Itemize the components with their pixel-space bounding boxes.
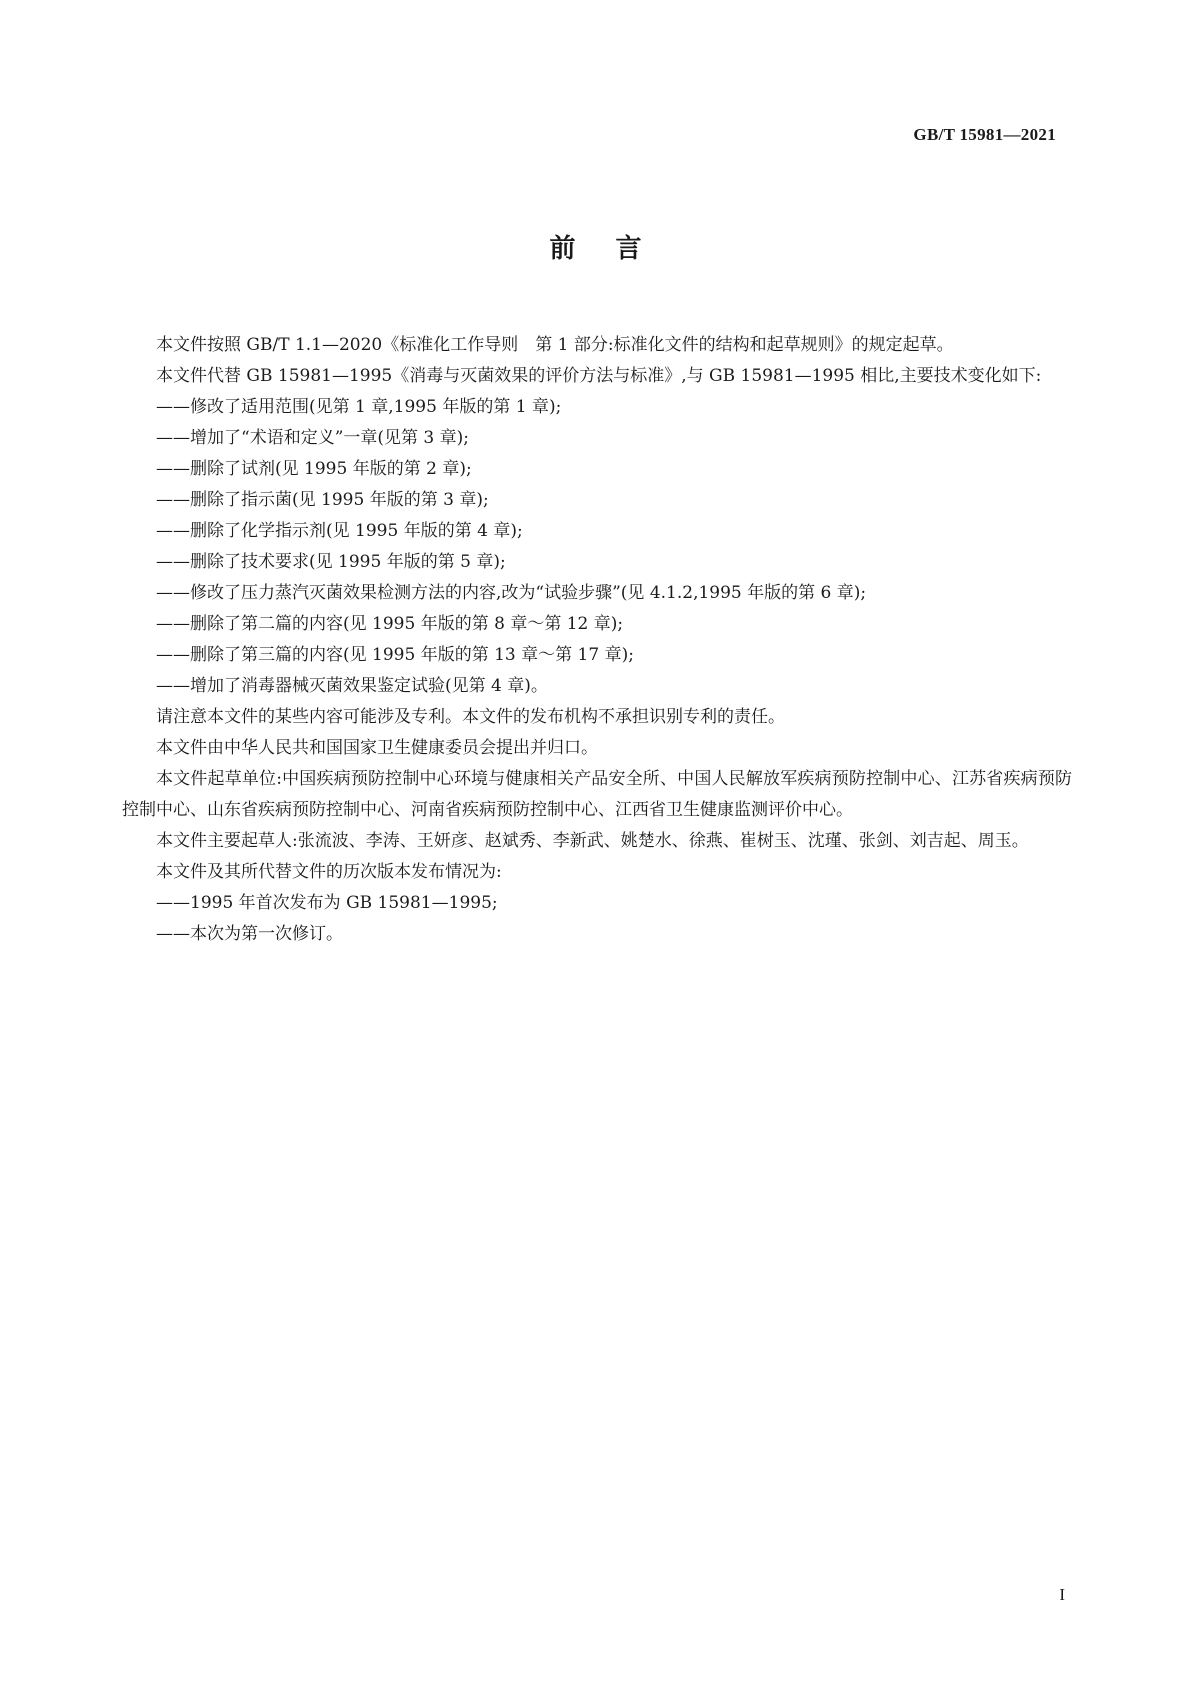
paragraph-drafters: 本文件主要起草人:张流波、李涛、王妍彦、赵斌秀、李新武、姚楚水、徐燕、崔树玉、沈瑾、张剑、刘吉起、周玉。: [156, 831, 1029, 851]
list-item: ——增加了“术语和定义”一章(见第 3 章);: [156, 428, 469, 448]
paragraph-drafting-basis: 本文件按照 GB/T 1.1—2020《标准化工作导则 第 1 部分:标准化文件的结构和起草规则》的规定起草。: [156, 335, 954, 355]
paragraph-patent-notice: 请注意本文件的某些内容可能涉及专利。本文件的发布机构不承担识别专利的责任。: [156, 707, 785, 727]
list-item: ——1995 年首次发布为 GB 15981—1995;: [156, 893, 498, 913]
page-title: 前言: [549, 234, 682, 264]
list-item: ——本次为第一次修订。: [156, 924, 343, 944]
standard-code: GB/T 15981—2021: [913, 125, 1056, 144]
list-item: ——删除了第二篇的内容(见 1995 年版的第 8 章～第 12 章);: [156, 614, 624, 634]
list-item: ——删除了技术要求(见 1995 年版的第 5 章);: [156, 552, 506, 572]
list-item: ——修改了适用范围(见第 1 章,1995 年版的第 1 章);: [156, 397, 562, 417]
list-item: ——修改了压力蒸汽灭菌效果检测方法的内容,改为“试验步骤”(见 4.1.2,1995 年版的第 6 章);: [156, 583, 867, 603]
paragraph-proposer: 本文件由中华人民共和国国家卫生健康委员会提出并归口。: [156, 738, 598, 758]
list-item: ——删除了试剂(见 1995 年版的第 2 章);: [156, 459, 472, 479]
paragraph-history-intro: 本文件及其所代替文件的历次版本发布情况为:: [156, 862, 502, 882]
history-list: [122, 888, 1072, 950]
list-item: ——删除了化学指示剂(见 1995 年版的第 4 章);: [156, 521, 523, 541]
page-number: I: [1059, 1585, 1065, 1604]
changes-list: [122, 392, 1072, 702]
list-item: ——删除了指示菌(见 1995 年版的第 3 章);: [156, 490, 489, 510]
list-item: ——删除了第三篇的内容(见 1995 年版的第 13 章～第 17 章);: [156, 645, 634, 665]
paragraph-drafting-units: 本文件起草单位:中国疾病预防控制中心环境与健康相关产品安全所、中国人民解放军疾病预防控制中心、江苏省疾病预防控制中心、山东省疾病预防控制中心、河南省疾病预防控制中心、江西省卫生健康监测评价中心。: [122, 769, 1072, 820]
document-body: [122, 330, 1072, 950]
list-item: ——增加了消毒器械灭菌效果鉴定试验(见第 4 章)。: [156, 676, 548, 696]
paragraph-replacement: 本文件代替 GB 15981—1995《消毒与灭菌效果的评价方法与标准》,与 GB 15981—1995 相比,主要技术变化如下:: [156, 366, 1042, 386]
